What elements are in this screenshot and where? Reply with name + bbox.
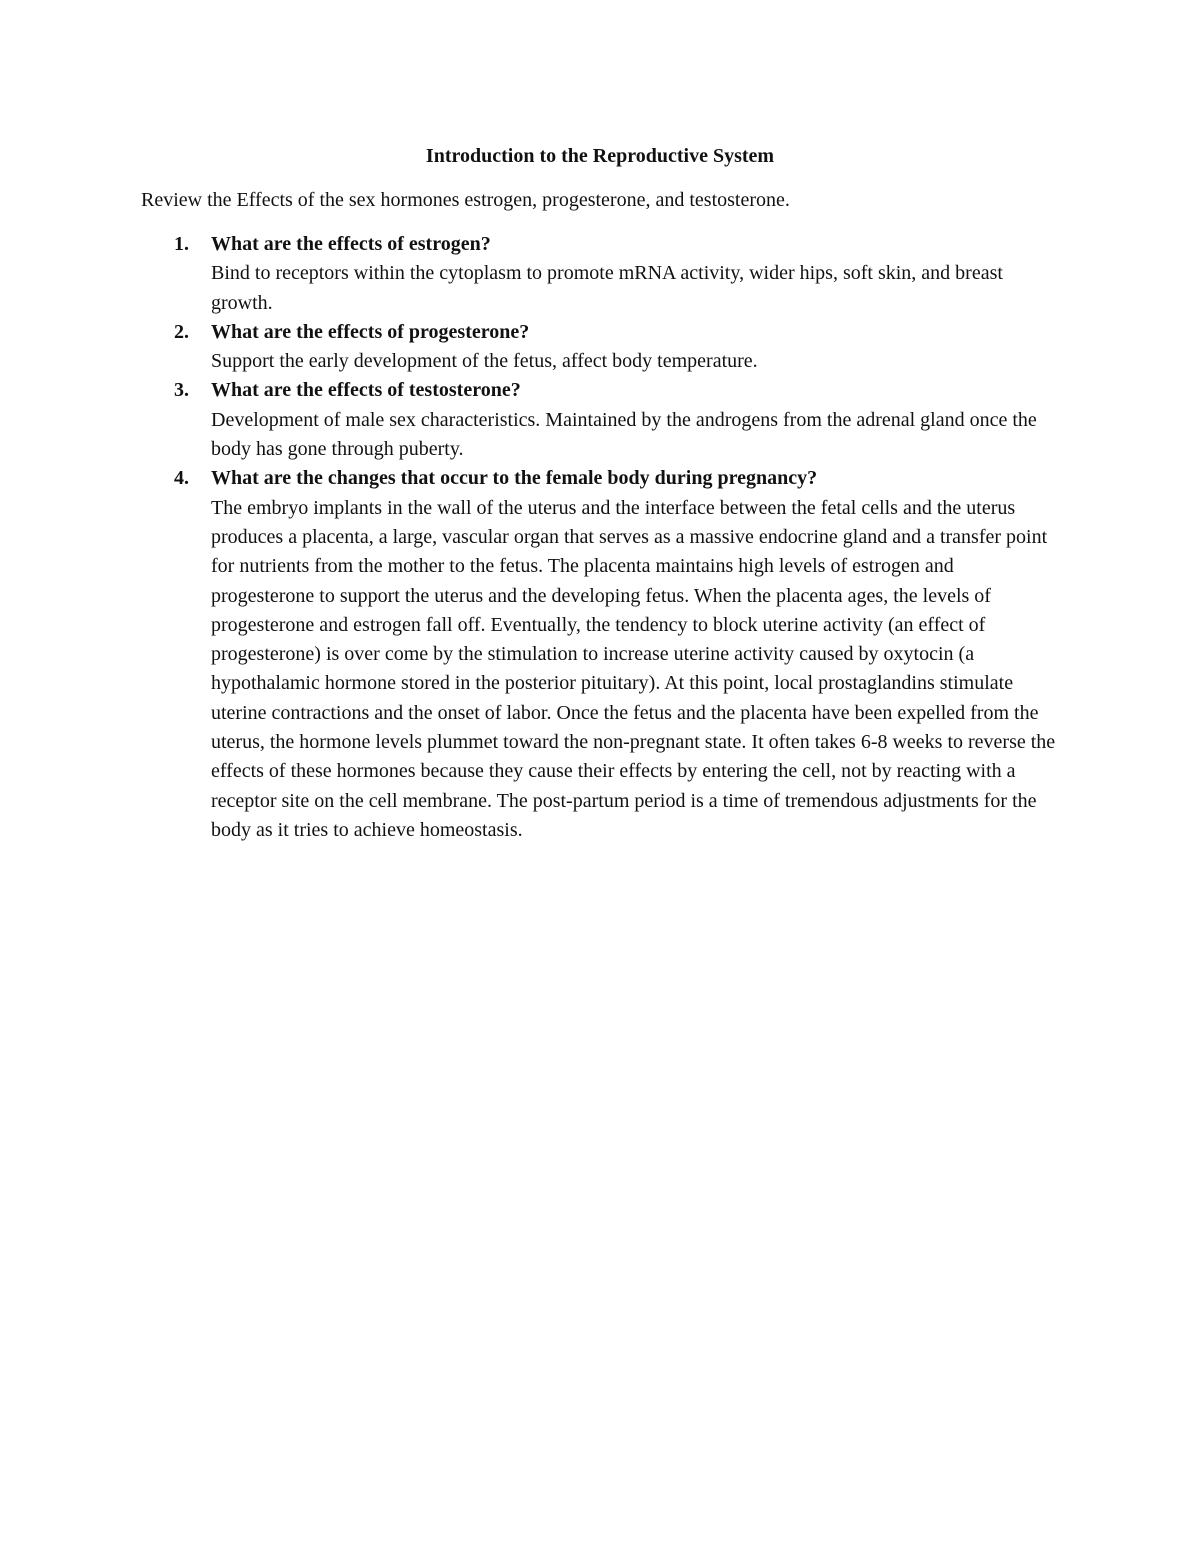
page-title: Introduction to the Reproductive System [425, 145, 775, 167]
question-item-2 [0, 318, 1061, 377]
question-text: What are the effects of progesterone? [211, 320, 530, 343]
question-text: What are the effects of estrogen? [211, 233, 491, 255]
question-item-4 [0, 464, 1061, 845]
question-number: 3. [174, 379, 189, 402]
question-item-3 [0, 376, 1061, 464]
answer-text: Bind to receptors within the cytoplasm to promote mRNA activity, wider hips, soft skin, and breast growth. [211, 262, 1003, 314]
intro-text: Review the Effects of the sex hormones estrogen, progesterone, and testosterone. [141, 189, 790, 211]
question-number: 4. [174, 467, 189, 490]
answer-text: Support the early development of the fetus, affect body temperature. [211, 350, 758, 373]
question-text: What are the changes that occur to the female body during pregnancy? [211, 467, 818, 490]
question-number: 1. [174, 233, 189, 255]
answer-text: Development of male sex characteristics. Maintained by the androgens from the adrenal gland once the body has gone through puberty. [211, 408, 1037, 461]
question-list [0, 230, 1200, 845]
question-item-1 [0, 230, 1061, 318]
answer-text: The embryo implants in the wall of the uterus and the interface between the fetal cells and the uterus produces a placenta, a large, vascular organ that serves as a massive endocrine gland and a transfer point for nutrients from the mother to the fetus. The placenta maintains high levels of estrogen and progesterone to support the uterus and the developing fetus. When the placenta ages, the levels of progesterone and estrogen fall off. Eventually, the tendency to block uterine activity (an effect of progesterone) is over come by the stimulation to increase uterine activity caused by oxytocin (a hypothalamic hormone stored in the posterior pituitary). At this point, local prostaglandins stimulate uterine contractions and the onset of labor. Once the fetus and the placenta have been expelled from the uterus, the hormone levels plummet toward the non-pregnant state. It often takes 6-8 weeks to reverse the effects of these hormones because they cause their effects by entering the cell, not by reacting with a receptor site on the cell membrane. The post-partum period is a time of tremendous adjustments for the body as it tries to achieve homeostasis. [211, 496, 1056, 841]
question-text: What are the effects of testosterone? [211, 379, 521, 402]
question-number: 2. [174, 320, 189, 343]
